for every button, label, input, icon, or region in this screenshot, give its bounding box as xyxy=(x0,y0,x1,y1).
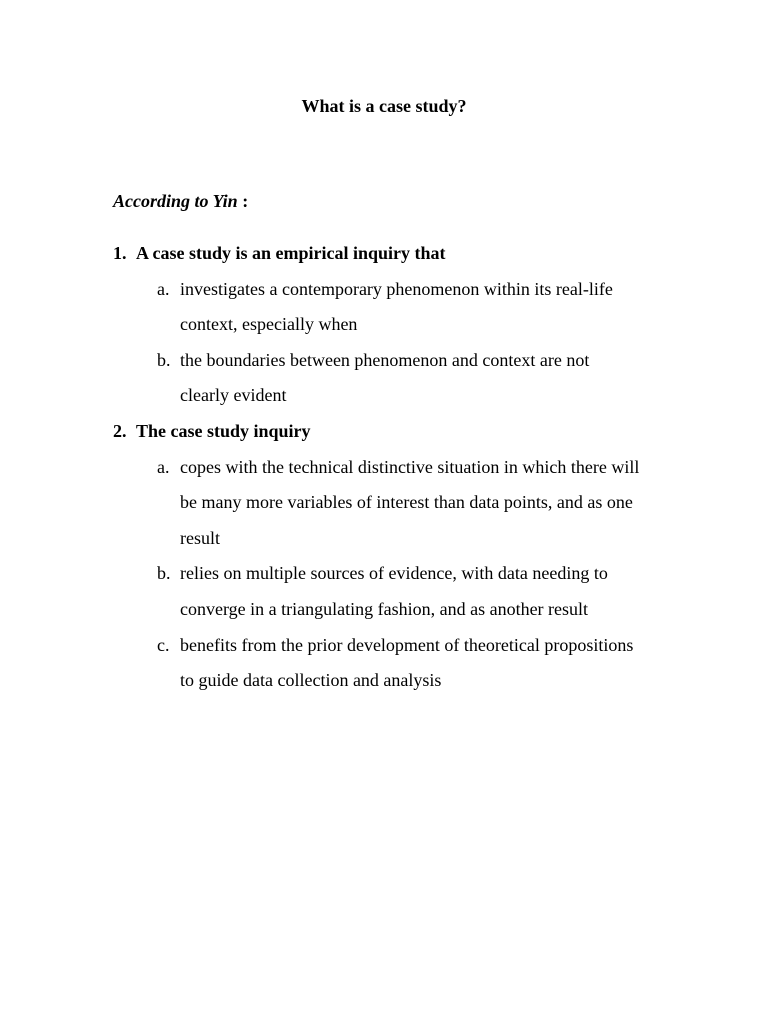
page-title: What is a case study? xyxy=(301,96,467,116)
sub-item xyxy=(157,272,673,343)
sub-item-text: investigates a contemporary phenomenon within its real-life context, especially when xyxy=(180,278,613,335)
sub-item-text: the boundaries between phenomenon and context are not clearly evident xyxy=(180,349,590,406)
sub-item-letter: b. xyxy=(157,349,171,370)
list-item-number: 2. xyxy=(113,420,127,441)
sub-item-letter: a. xyxy=(157,278,170,299)
sub-item xyxy=(157,628,673,699)
list-item-1 xyxy=(113,236,673,414)
sub-item-text: copes with the technical distinctive situation in which there will be many more variables of interest than data points, and as one result xyxy=(180,456,640,548)
attribution-colon: : xyxy=(237,191,249,211)
list-item-2 xyxy=(113,414,673,699)
list-item-heading: The case study inquiry xyxy=(136,420,311,441)
list-item-number: 1. xyxy=(113,243,127,263)
sub-item xyxy=(157,450,673,557)
attribution-label: According to Yin xyxy=(113,191,238,211)
attribution-line xyxy=(113,189,248,213)
sub-item-text: relies on multiple sources of evidence, with data needing to converge in a triangulating fashion, and as another result xyxy=(180,563,608,619)
sub-item-letter: c. xyxy=(157,634,170,655)
sub-item xyxy=(157,556,673,627)
sub-item-letter: a. xyxy=(157,456,170,477)
list-item-heading: A case study is an empirical inquiry that xyxy=(136,243,446,263)
sub-item xyxy=(157,343,673,414)
sub-item-letter: b. xyxy=(157,563,171,584)
definition-list xyxy=(113,236,673,699)
sub-item-text: benefits from the prior development of theoretical propositions to guide data collection and analysis xyxy=(180,634,634,691)
